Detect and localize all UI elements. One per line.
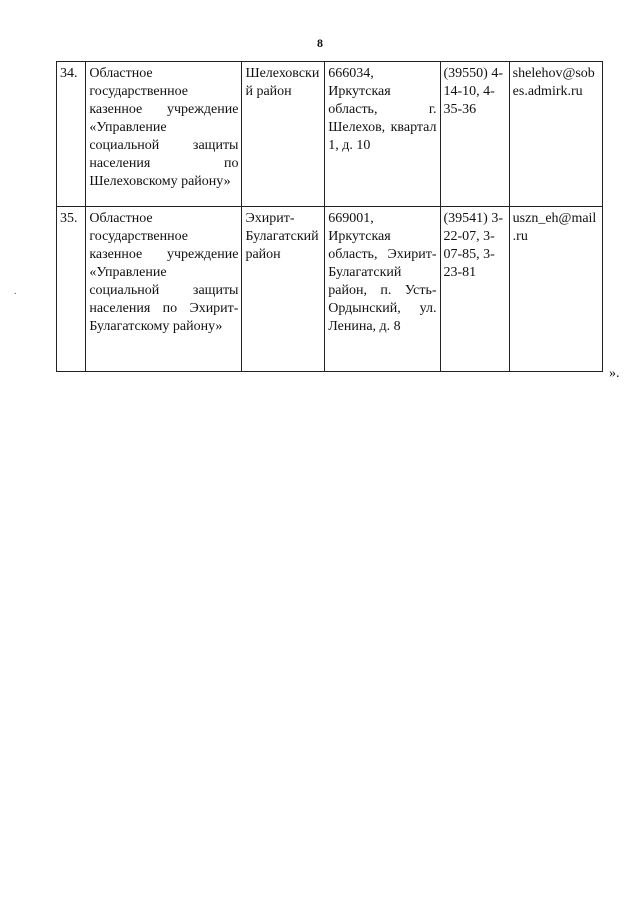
email-address: shelehov@sobes.admirk.ru [509, 62, 602, 207]
row-number: 34. [57, 62, 86, 207]
row-number: 35. [57, 207, 86, 372]
institution-name: Областное государственное казенное учреждение «Управление социальной защиты населения по Шелеховскому району» [86, 62, 242, 207]
table-row [57, 207, 603, 372]
phone-numbers: (39550) 4-14-10, 4-35-36 [440, 62, 509, 207]
page-number: 8 [317, 36, 323, 50]
district-name: Эхирит-Булагатский район [242, 207, 325, 372]
closing-quote-mark: ». [609, 366, 620, 381]
postal-address: 666034, Иркутская область, г. Шелехов, квартал 1, д. 10 [325, 62, 440, 207]
institutions-table [56, 61, 603, 372]
table-row [57, 62, 603, 207]
margin-dot: . [14, 286, 17, 297]
phone-numbers: (39541) 3-22-07, 3-07-85, 3-23-81 [440, 207, 509, 372]
institution-name: Областное государственное казенное учреждение «Управление социальной защиты населения по Эхирит-Булагатскому району» [86, 207, 242, 372]
email-address: uszn_eh@mail.ru [509, 207, 602, 372]
postal-address: 669001, Иркутская область, Эхирит-Булагатский район, п. Усть-Ордынский, ул. Ленина, д. 8 [325, 207, 440, 372]
district-name: Шелеховский район [242, 62, 325, 207]
